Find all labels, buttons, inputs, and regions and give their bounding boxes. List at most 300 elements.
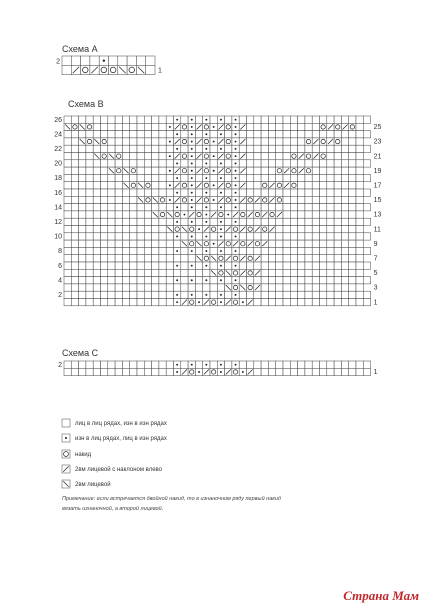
chart-b-cell — [108, 247, 115, 254]
chart-b-cell — [290, 182, 297, 189]
chart-b-cell — [101, 153, 108, 160]
chart-b-cell — [195, 262, 202, 269]
chart-c-cell — [247, 361, 254, 368]
chart-b-cell — [254, 145, 261, 152]
chart-b-cell — [290, 291, 297, 298]
chart-b-cell — [79, 218, 86, 225]
chart-b-cell — [137, 299, 144, 306]
chart-b-cell — [210, 116, 217, 123]
chart-b-cell — [101, 247, 108, 254]
chart-b-cell — [195, 247, 202, 254]
chart-b-cell — [181, 174, 188, 181]
chart-b-cell — [101, 116, 108, 123]
chart-b-cell — [122, 240, 129, 247]
chart-b-cell — [239, 131, 246, 138]
chart-b-cell — [312, 269, 319, 276]
chart-b-cell — [166, 233, 173, 240]
chart-b-cell — [225, 196, 232, 203]
chart-b-cell — [86, 131, 93, 138]
chart-b-purl-dot-icon — [176, 301, 178, 303]
chart-b-cell — [130, 226, 137, 233]
chart-b-cell — [71, 218, 78, 225]
chart-b-cell — [356, 189, 363, 196]
chart-b-cell — [298, 299, 305, 306]
chart-b-cell — [86, 123, 93, 130]
chart-b-cell — [64, 262, 71, 269]
chart-c-cell — [79, 368, 86, 375]
chart-b-cell — [144, 247, 151, 254]
chart-b-row-label: 24 — [54, 131, 62, 139]
chart-b-cell — [283, 131, 290, 138]
chart-b-cell — [79, 160, 86, 167]
chart-b-cell — [298, 218, 305, 225]
chart-b-cell — [283, 218, 290, 225]
chart-c-cell — [144, 368, 151, 375]
chart-b-purl-dot-icon — [235, 126, 237, 128]
chart-b-cell — [108, 299, 115, 306]
chart-b-cell — [320, 291, 327, 298]
chart-b-cell — [356, 167, 363, 174]
chart-b-cell — [349, 123, 356, 130]
chart-b-cell — [312, 123, 319, 130]
chart-b-cell — [290, 167, 297, 174]
chart-b-cell — [71, 204, 78, 211]
chart-b-cell — [64, 284, 71, 291]
chart-b-cell — [64, 189, 71, 196]
chart-b-cell — [349, 226, 356, 233]
chart-c-cell — [71, 361, 78, 368]
chart-b-cell — [247, 189, 254, 196]
chart-b-cell — [195, 211, 202, 218]
chart-b-cell — [210, 204, 217, 211]
chart-b-cell — [130, 153, 137, 160]
chart-b-cell — [334, 174, 341, 181]
chart-b-cell — [327, 277, 334, 284]
chart-b-cell — [298, 284, 305, 291]
chart-b-cell — [93, 291, 100, 298]
chart-b-cell — [71, 167, 78, 174]
chart-b-cell — [247, 247, 254, 254]
chart-b-cell — [290, 160, 297, 167]
chart-c-cell — [327, 368, 334, 375]
chart-b-cell — [363, 277, 370, 284]
chart-b-cell — [115, 269, 122, 276]
chart-b-purl-dot-icon — [176, 279, 178, 281]
chart-b-cell — [312, 262, 319, 269]
chart-b-cell — [137, 291, 144, 298]
chart-b-cell — [101, 284, 108, 291]
chart-c-cell — [159, 368, 166, 375]
chart-b-purl-dot-icon — [213, 184, 215, 186]
chart-b-cell — [71, 240, 78, 247]
chart-b-cell — [159, 277, 166, 284]
chart-b-cell — [137, 123, 144, 130]
chart-b-cell — [108, 240, 115, 247]
chart-b-cell — [341, 131, 348, 138]
chart-b-cell — [64, 153, 71, 160]
chart-b-cell — [312, 167, 319, 174]
chart-b-row-label: 11 — [373, 226, 381, 234]
chart-b-cell — [101, 226, 108, 233]
chart-b-cell — [188, 255, 195, 262]
chart-b-cell — [254, 167, 261, 174]
chart-b-cell — [356, 123, 363, 130]
chart-b-cell — [276, 167, 283, 174]
chart-b-cell — [115, 160, 122, 167]
chart-c-cell — [166, 368, 173, 375]
chart-b-cell — [159, 160, 166, 167]
chart-b-cell — [166, 291, 173, 298]
chart-b-cell — [166, 189, 173, 196]
chart-b-purl-dot-icon — [205, 133, 207, 135]
chart-b-cell — [305, 182, 312, 189]
chart-b-cell — [203, 196, 210, 203]
chart-c-cell — [327, 361, 334, 368]
chart-b-cell — [320, 116, 327, 123]
chart-b-cell — [268, 153, 275, 160]
chart-b-cell — [115, 211, 122, 218]
chart-b-cell — [210, 131, 217, 138]
chart-b-purl-dot-icon — [220, 133, 222, 135]
chart-b-cell — [93, 174, 100, 181]
chart-b-cell — [261, 182, 268, 189]
chart-b-cell — [356, 291, 363, 298]
chart-b-cell — [210, 189, 217, 196]
chart-b-cell — [341, 247, 348, 254]
chart-b-row-label: 7 — [373, 255, 378, 263]
chart-b-cell — [79, 189, 86, 196]
note — [62, 495, 281, 512]
chart-b-cell — [79, 262, 86, 269]
chart-b-cell — [181, 131, 188, 138]
chart-b-cell — [71, 174, 78, 181]
chart-b-cell — [203, 255, 210, 262]
chart-b-cell — [283, 299, 290, 306]
chart-b-cell — [283, 153, 290, 160]
chart-b-cell — [166, 174, 173, 181]
chart-b-cell — [320, 196, 327, 203]
chart-b-cell — [159, 116, 166, 123]
chart-b-cell — [93, 269, 100, 276]
chart-b-cell — [341, 211, 348, 218]
chart-b-cell — [64, 269, 71, 276]
chart-b-cell — [137, 131, 144, 138]
chart-b-cell — [276, 277, 283, 284]
chart-b-purl-dot-icon — [235, 206, 237, 208]
chart-c-cell — [115, 368, 122, 375]
chart-b-cell — [363, 131, 370, 138]
chart-c-title: Схема С — [62, 348, 99, 358]
chart-b-row-label: 14 — [54, 204, 62, 212]
chart-b-cell — [210, 145, 217, 152]
chart-b-cell — [320, 247, 327, 254]
chart-b-purl-dot-icon — [205, 236, 207, 238]
chart-b-cell — [268, 262, 275, 269]
chart-b-cell — [276, 153, 283, 160]
chart-b-cell — [261, 277, 268, 284]
chart-b-purl-dot-icon — [191, 221, 193, 223]
chart-b-purl-dot-icon — [220, 265, 222, 267]
chart-c-cell — [210, 361, 217, 368]
chart-b-cell — [290, 269, 297, 276]
chart-b-cell — [152, 138, 159, 145]
chart-b-cell — [334, 262, 341, 269]
chart-b-row-label: 12 — [54, 219, 62, 227]
chart-b-cell — [334, 116, 341, 123]
chart-b-cell — [276, 196, 283, 203]
chart-b-cell — [217, 269, 224, 276]
chart-b-cell — [239, 189, 246, 196]
chart-b-cell — [305, 262, 312, 269]
chart-b-cell — [108, 277, 115, 284]
chart-b-cell — [137, 233, 144, 240]
chart-b-cell — [349, 255, 356, 262]
chart-b-cell — [247, 262, 254, 269]
chart-b-cell — [152, 262, 159, 269]
chart-b-cell — [261, 138, 268, 145]
chart-b-cell — [101, 218, 108, 225]
chart-b-purl-dot-icon — [235, 221, 237, 223]
chart-b-cell — [181, 160, 188, 167]
chart-b-cell — [159, 233, 166, 240]
chart-b-cell — [210, 291, 217, 298]
chart-b-cell — [137, 247, 144, 254]
chart-b-cell — [239, 277, 246, 284]
chart-b-cell — [305, 269, 312, 276]
chart-b-cell — [159, 255, 166, 262]
chart-b-cell — [312, 277, 319, 284]
chart-b-cell — [225, 116, 232, 123]
chart-b-cell — [290, 277, 297, 284]
chart-b-cell — [144, 204, 151, 211]
chart-b-cell — [349, 204, 356, 211]
chart-b-cell — [312, 145, 319, 152]
chart-b-cell — [195, 269, 202, 276]
chart-b-cell — [327, 240, 334, 247]
chart-c-cell — [298, 361, 305, 368]
chart-a-cell — [62, 65, 71, 74]
chart-c-purl-dot-icon — [220, 371, 222, 373]
chart-b-cell — [93, 123, 100, 130]
chart-b-cell — [166, 262, 173, 269]
chart-b-cell — [305, 116, 312, 123]
chart-b-cell — [159, 196, 166, 203]
chart-b-cell — [71, 247, 78, 254]
chart-b-cell — [312, 196, 319, 203]
chart-b-cell — [122, 218, 129, 225]
chart-b-cell — [137, 189, 144, 196]
chart-b-purl-dot-icon — [227, 214, 229, 216]
chart-c-cell — [93, 361, 100, 368]
chart-b-cell — [159, 240, 166, 247]
chart-b-purl-dot-icon — [235, 279, 237, 281]
chart-b-cell — [130, 255, 137, 262]
chart-b-cell — [115, 116, 122, 123]
chart-b-cell — [108, 218, 115, 225]
chart-b-cell — [290, 204, 297, 211]
chart-b-cell — [268, 189, 275, 196]
chart-b-cell — [122, 116, 129, 123]
chart-b-cell — [349, 174, 356, 181]
chart-b-cell — [254, 138, 261, 145]
chart-b-cell — [239, 240, 246, 247]
chart-c-cell — [159, 361, 166, 368]
chart-b-cell — [64, 167, 71, 174]
chart-a-cell — [90, 56, 99, 65]
chart-b-cell — [166, 247, 173, 254]
chart-b-cell — [327, 291, 334, 298]
chart-b-cell — [79, 299, 86, 306]
chart-b-cell — [261, 269, 268, 276]
chart-b-cell — [166, 269, 173, 276]
chart-b-cell — [79, 277, 86, 284]
chart-b-cell — [283, 284, 290, 291]
chart-b-cell — [298, 211, 305, 218]
chart-b-cell — [334, 138, 341, 145]
chart-b-cell — [327, 182, 334, 189]
chart-b-purl-dot-icon — [235, 163, 237, 165]
chart-b-cell — [71, 277, 78, 284]
chart-b-cell — [195, 189, 202, 196]
chart-b-cell — [71, 123, 78, 130]
chart-b-cell — [122, 262, 129, 269]
chart-b-cell — [64, 211, 71, 218]
chart-b-cell — [159, 182, 166, 189]
chart-b-cell — [108, 116, 115, 123]
chart-b-cell — [305, 255, 312, 262]
chart-b-cell — [137, 226, 144, 233]
chart-b-cell — [130, 299, 137, 306]
chart-b-cell — [305, 218, 312, 225]
chart-b-cell — [93, 247, 100, 254]
chart-b-cell — [225, 277, 232, 284]
chart-b-cell — [356, 153, 363, 160]
chart-b-cell — [203, 240, 210, 247]
chart-b-cell — [137, 116, 144, 123]
chart-b-cell — [254, 123, 261, 130]
chart-b-cell — [86, 211, 93, 218]
chart-b-cell — [247, 182, 254, 189]
chart-b-cell — [115, 240, 122, 247]
chart-b-cell — [159, 153, 166, 160]
chart-b-cell — [130, 182, 137, 189]
chart-c-cell — [152, 361, 159, 368]
chart-b-cell — [101, 138, 108, 145]
chart-b-row-label: 21 — [373, 153, 382, 161]
chart-b-cell — [144, 284, 151, 291]
chart-b-cell — [341, 153, 348, 160]
chart-b-cell — [122, 299, 129, 306]
chart-b-cell — [356, 226, 363, 233]
chart-b-cell — [268, 291, 275, 298]
chart-b-cell — [152, 116, 159, 123]
chart-c-cell — [261, 361, 268, 368]
chart-a-purl-dot-icon — [103, 59, 105, 61]
chart-b-cell — [130, 262, 137, 269]
chart-b-cell — [349, 182, 356, 189]
legend-label: 2вм лицевой — [75, 482, 111, 488]
chart-b-cell — [312, 291, 319, 298]
chart-b-cell — [159, 123, 166, 130]
chart-b-cell — [144, 131, 151, 138]
chart-b-cell — [349, 247, 356, 254]
chart-b-cell — [320, 211, 327, 218]
chart-b-cell — [232, 299, 239, 306]
chart-b-cell — [341, 174, 348, 181]
chart-b-cell — [203, 153, 210, 160]
chart-b-cell — [71, 255, 78, 262]
chart-b-cell — [108, 204, 115, 211]
chart-b-cell — [108, 196, 115, 203]
chart-c-purl-dot-icon — [176, 364, 178, 366]
chart-b-cell — [210, 247, 217, 254]
chart-b-cell — [276, 299, 283, 306]
chart-b-cell — [254, 204, 261, 211]
chart-b-cell — [108, 131, 115, 138]
chart-b-cell — [152, 226, 159, 233]
chart-c-cell — [312, 368, 319, 375]
chart-a-row-label: 2 — [56, 58, 60, 66]
chart-b-cell — [159, 226, 166, 233]
chart-b-cell — [298, 291, 305, 298]
chart-b-cell — [276, 218, 283, 225]
chart-b-cell — [276, 174, 283, 181]
chart-b-purl-dot-icon — [176, 119, 178, 121]
chart-b-cell — [261, 123, 268, 130]
chart-b-cell — [356, 211, 363, 218]
chart-b-cell — [320, 299, 327, 306]
chart-b-cell — [239, 204, 246, 211]
chart-b-cell — [320, 145, 327, 152]
chart-b-cell — [93, 240, 100, 247]
chart-b-cell — [349, 167, 356, 174]
chart-b-cell — [290, 138, 297, 145]
chart-b-cell — [283, 262, 290, 269]
chart-b-cell — [137, 145, 144, 152]
chart-c-cell — [71, 368, 78, 375]
legend-label: лиц в лиц рядах, изн в изн рядах — [75, 421, 167, 427]
chart-b-cell — [64, 138, 71, 145]
chart-b-cell — [247, 277, 254, 284]
chart-b-cell — [64, 240, 71, 247]
chart-b-cell — [130, 196, 137, 203]
chart-b-cell — [334, 291, 341, 298]
chart-a-cell — [118, 56, 127, 65]
chart-b-cell — [115, 247, 122, 254]
chart-b-cell — [122, 189, 129, 196]
chart-b-cell — [356, 255, 363, 262]
chart-b-cell — [261, 196, 268, 203]
chart-b-cell — [181, 269, 188, 276]
chart-b-cell — [341, 138, 348, 145]
chart-b-cell — [71, 269, 78, 276]
chart-b-cell — [247, 269, 254, 276]
chart-b-purl-dot-icon — [213, 141, 215, 143]
chart-b-cell — [327, 299, 334, 306]
chart-b-cell — [327, 131, 334, 138]
chart-b-purl-dot-icon — [235, 155, 237, 157]
chart-b-cell — [181, 218, 188, 225]
chart-b-cell — [115, 138, 122, 145]
chart-c-cell — [225, 361, 232, 368]
chart-b-cell — [115, 131, 122, 138]
chart-b-cell — [86, 145, 93, 152]
chart-b-grid — [54, 116, 381, 306]
chart-b-cell — [327, 226, 334, 233]
chart-b-purl-dot-icon — [220, 279, 222, 281]
chart-b-cell — [290, 240, 297, 247]
chart-b-cell — [108, 262, 115, 269]
